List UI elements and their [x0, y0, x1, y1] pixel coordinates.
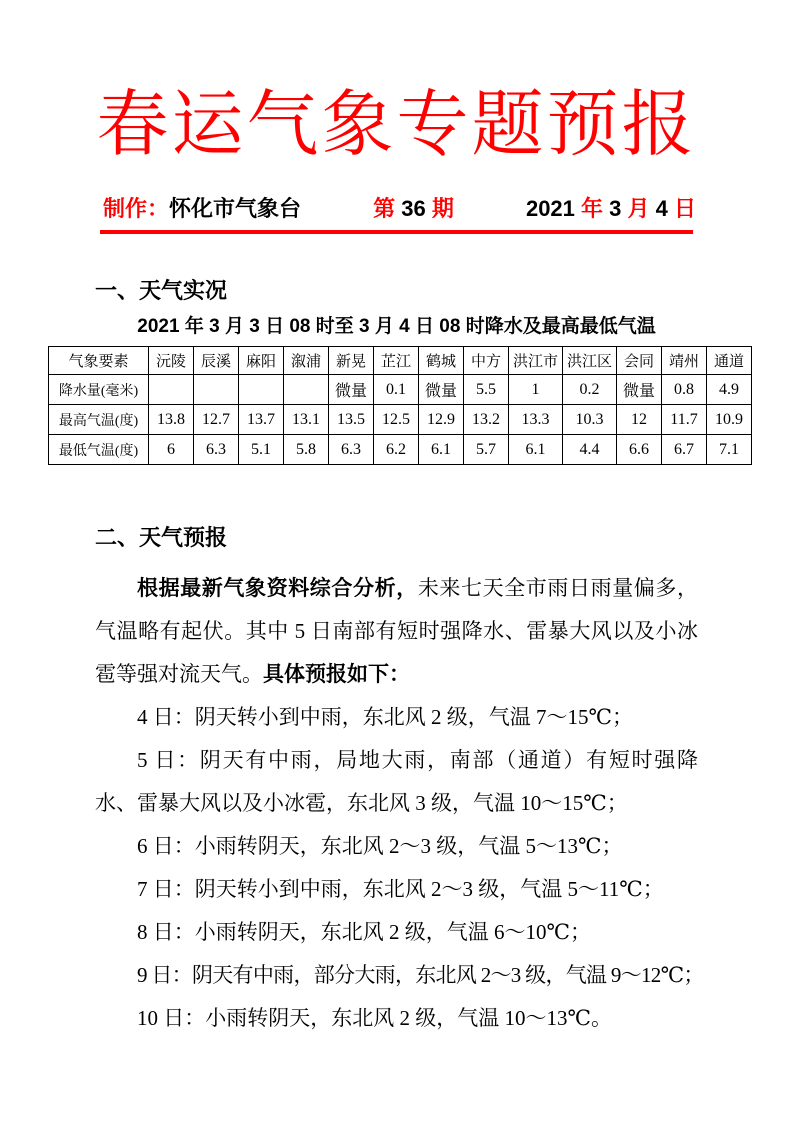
cell — [239, 375, 284, 405]
cell: 6 — [149, 435, 194, 465]
issue-date: 2021 年 3 月 4 日 — [525, 196, 696, 222]
cell: 12.9 — [419, 405, 464, 435]
cell — [284, 375, 329, 405]
forecast-line-day9: 9 日：阴天有中雨，部分大雨，东北风 2～3 级，气温 9～12℃； — [137, 963, 704, 988]
cell: 4.9 — [707, 375, 752, 405]
header-cell: 辰溪 — [194, 347, 239, 375]
header-cell: 沅陵 — [149, 347, 194, 375]
cell: 7.1 — [707, 435, 752, 465]
producer-name: 怀化市气象台 — [169, 196, 302, 222]
page-title: 春运气象专题预报 — [96, 85, 697, 165]
section-1-heading: 一、天气实况 — [95, 278, 228, 304]
header-cell: 通道 — [707, 347, 752, 375]
masthead — [103, 192, 696, 223]
row-label: 最高气温(度) — [49, 405, 149, 435]
producer — [103, 192, 301, 223]
summary-tail-bold: 具体预报如下： — [263, 663, 410, 687]
cell — [194, 375, 239, 405]
header-cell: 溆浦 — [284, 347, 329, 375]
cell: 13.5 — [329, 405, 374, 435]
cell: 5.5 — [464, 375, 509, 405]
forecast-line-day4: 4 日：阴天转小到中雨，东北风 2 级，气温 7～15℃； — [137, 705, 633, 730]
cell: 10.3 — [563, 405, 617, 435]
forecast-body — [95, 567, 704, 1040]
cell: 微量 — [329, 375, 374, 405]
cell: 6.1 — [419, 435, 464, 465]
issue-number: 第 36 期 — [373, 196, 454, 222]
cell: 6.2 — [374, 435, 419, 465]
cell: 5.8 — [284, 435, 329, 465]
header-cell: 洪江市 — [509, 347, 563, 375]
header-cell: 靖州 — [662, 347, 707, 375]
cell: 6.6 — [617, 435, 662, 465]
cell: 6.1 — [509, 435, 563, 465]
table-row-max-temp — [49, 405, 752, 435]
header-cell: 鹤城 — [419, 347, 464, 375]
cell: 13.2 — [464, 405, 509, 435]
cell: 12.5 — [374, 405, 419, 435]
cell: 0.1 — [374, 375, 419, 405]
cell: 5.1 — [239, 435, 284, 465]
cell: 1 — [509, 375, 563, 405]
cell: 0.2 — [563, 375, 617, 405]
cell: 12.7 — [194, 405, 239, 435]
weather-table — [48, 346, 752, 465]
cell: 6.3 — [329, 435, 374, 465]
header-cell: 芷江 — [374, 347, 419, 375]
row-label: 最低气温(度) — [49, 435, 149, 465]
cell: 4.4 — [563, 435, 617, 465]
cell: 5.7 — [464, 435, 509, 465]
cell: 13.8 — [149, 405, 194, 435]
cell: 13.7 — [239, 405, 284, 435]
forecast-line-day6: 6 日：小雨转阴天，东北风 2～3 级，气温 5～13℃； — [137, 834, 623, 859]
header-cell: 洪江区 — [563, 347, 617, 375]
forecast-line-day7: 7 日：阴天转小到中雨，东北风 2～3 级，气温 5～11℃； — [137, 877, 664, 902]
table-caption: 2021 年 3 月 3 日 08 时至 3 月 4 日 08 时降水及最高最低气温 — [137, 316, 656, 338]
summary-normal: 未来七天全市雨日雨量偏多，气温略有起伏。其中 5 日南部有短时强降水、雷暴大风以及小冰雹等强对流天气。 — [95, 576, 699, 687]
cell — [149, 375, 194, 405]
header-cell: 麻阳 — [239, 347, 284, 375]
cell: 微量 — [617, 375, 662, 405]
forecast-summary-paragraph — [95, 567, 698, 696]
summary-lead-bold: 根据最新气象资料综合分析， — [137, 577, 418, 601]
cell: 10.9 — [707, 405, 752, 435]
header-cell: 会同 — [617, 347, 662, 375]
producer-label: 制作： — [103, 196, 170, 222]
cell: 12 — [617, 405, 662, 435]
header-cell: 气象要素 — [49, 347, 149, 375]
cell: 0.8 — [662, 375, 707, 405]
table-header-row — [49, 347, 752, 375]
cell: 13.3 — [509, 405, 563, 435]
forecast-line-day10: 10 日：小雨转阴天，东北风 2 级，气温 10～13℃。 — [137, 1006, 612, 1031]
cell: 13.1 — [284, 405, 329, 435]
cell: 11.7 — [662, 405, 707, 435]
table-row-min-temp — [49, 435, 752, 465]
cell: 6.3 — [194, 435, 239, 465]
section-2-heading: 二、天气预报 — [95, 525, 228, 551]
forecast-line-day5: 5 日：阴天有中雨，局地大雨，南部（通道）有短时强降水、雷暴大风以及小冰雹，东北风 3 级，气温 10～15℃； — [95, 748, 698, 816]
forecast-line-day8: 8 日：小雨转阴天，东北风 2 级，气温 6～10℃； — [137, 920, 591, 945]
row-label: 降水量(毫米) — [49, 375, 149, 405]
header-cell: 中方 — [464, 347, 509, 375]
header-cell: 新晃 — [329, 347, 374, 375]
table-row-precipitation — [49, 375, 752, 405]
masthead-divider-rule — [100, 230, 693, 234]
cell: 6.7 — [662, 435, 707, 465]
cell: 微量 — [419, 375, 464, 405]
